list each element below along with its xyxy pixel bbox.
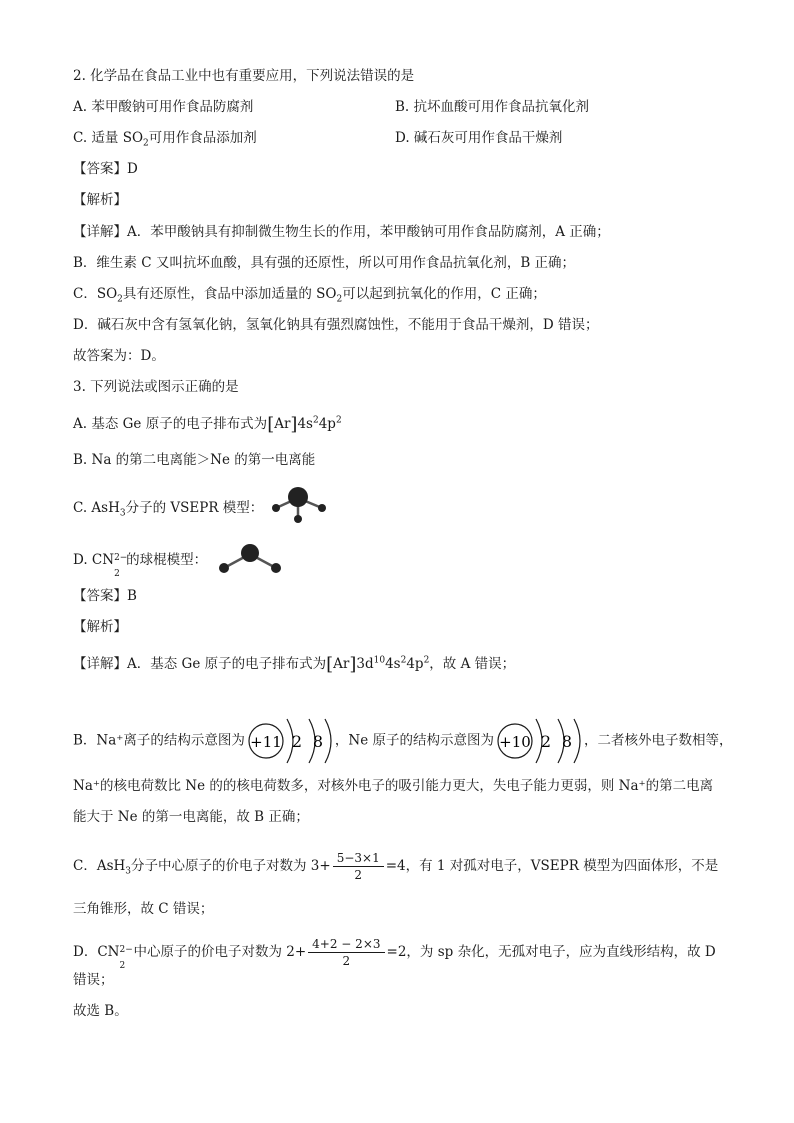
- svg-text:2: 2: [540, 732, 552, 751]
- q2-detail-b: B．维生素 C 又叫抗坏血酸，具有强的还原性，所以可用作食品抗氧化剂，B 正确；: [73, 255, 576, 271]
- q3-option-d: D. CN 2− 2 的球棍模型：: [73, 552, 208, 579]
- q3-option-c: C. AsH$_3$分子的 VSEPR 模型：: [73, 500, 264, 519]
- q2-detail-a: 【详解】A．苯甲酸钠具有抑制微生物生长的作用，苯甲酸钠可用作食品防腐剂，A 正确；: [73, 224, 610, 240]
- q2-analysis-label: 【解析】: [73, 192, 127, 208]
- q3-stem: 3. 下列说法或图示正确的是: [73, 379, 239, 395]
- q3-detail-b-line2: Na⁺的核电荷数比 Ne 的的核电荷数多，对核外电子的吸引能力更大，失电子能力更弱，则 Na⁺的第二电离: [73, 778, 714, 794]
- q3-option-a: A. 基态 Ge 原子的电子排布式为$[Ar]4s^24p^2$: [73, 414, 342, 435]
- ne-atom-structure-diagram: [494, 716, 584, 766]
- q2-stem: 2. 化学品在食品工业中也有重要应用，下列说法错误的是: [73, 68, 415, 84]
- svg-text:8: 8: [561, 732, 573, 751]
- q2-conclusion: 故答案为：D。: [73, 348, 165, 364]
- fraction-c: $\frac{5-3\times 1}{2}$: [333, 850, 384, 883]
- q2-option-a: A. 苯甲酸钠可用作食品防腐剂: [73, 99, 254, 115]
- q3-detail-b-line1: B．Na⁺离子的结构示意图为 +11 2 8 ，Ne 原子的结构示意图为 +10 2 8 ，二者核外电子数相等，: [73, 716, 733, 766]
- svg-text:2: 2: [291, 732, 303, 751]
- q2-detail-c: C．$SO_2$具有还原性，食品中添加适量的 $SO_2$可以起到抗氧化的作用，C 正确；: [73, 286, 546, 305]
- fraction-d: $\frac{4+2 - 2\times 3}{2}$: [308, 936, 384, 969]
- q3-answer: 【答案】B: [73, 588, 137, 604]
- q3-option-b: B. Na 的第二电离能＞Ne 的第一电离能: [73, 452, 316, 468]
- q2-detail-d: D．碱石灰中含有氢氧化钠，氢氧化钠具有强烈腐蚀性，不能用于食品干燥剂，D 错误；: [73, 317, 599, 333]
- q2-option-b: B. 抗坏血酸可用作食品抗氧化剂: [395, 99, 590, 115]
- ball-stick-bent-icon: [216, 542, 286, 576]
- q3-detail-a: 【详解】A．基态 Ge 原子的电子排布式为$[Ar]3d^{10}4s^24p^2$，故 A 错误；: [73, 654, 516, 675]
- q3-detail-c-line2: 三角锥形，故 C 错误；: [73, 901, 214, 917]
- q2-option-d: D. 碱石灰可用作食品干燥剂: [395, 130, 563, 146]
- svg-text:+10: +10: [499, 733, 531, 751]
- q3-conclusion: 故选 B。: [73, 1003, 128, 1019]
- na-ion-structure-diagram: [245, 716, 335, 766]
- q3-detail-d-line1: D．CN 2− 2 中心原子的价电子对数为 2+ $\frac{4+2 - 2\times 3}{2}$ =2，为 sp 杂化，无孤对电子，应为直线形结构，故 D: [73, 937, 716, 971]
- q2-option-c: C. 适量 $SO_2$可用作食品添加剂: [73, 130, 257, 149]
- svg-text:8: 8: [312, 732, 324, 751]
- svg-text:+11: +11: [250, 733, 282, 751]
- ball-stick-tetrahedral-icon: [268, 486, 332, 526]
- q3-analysis-label: 【解析】: [73, 619, 127, 635]
- q3-detail-b-line3: 能大于 Ne 的第一电离能，故 B 正确；: [73, 809, 309, 825]
- q2-answer: 【答案】D: [73, 161, 138, 177]
- q3-detail-d-line2: 错误；: [73, 972, 114, 988]
- q3-detail-c-line1: C．AsH$_3$分子中心原子的价电子对数为 3+ $\frac{5-3\times 1}{2}$ =4，有 1 对孤对电子，VSEPR 模型为四面体形，不是: [73, 851, 719, 882]
